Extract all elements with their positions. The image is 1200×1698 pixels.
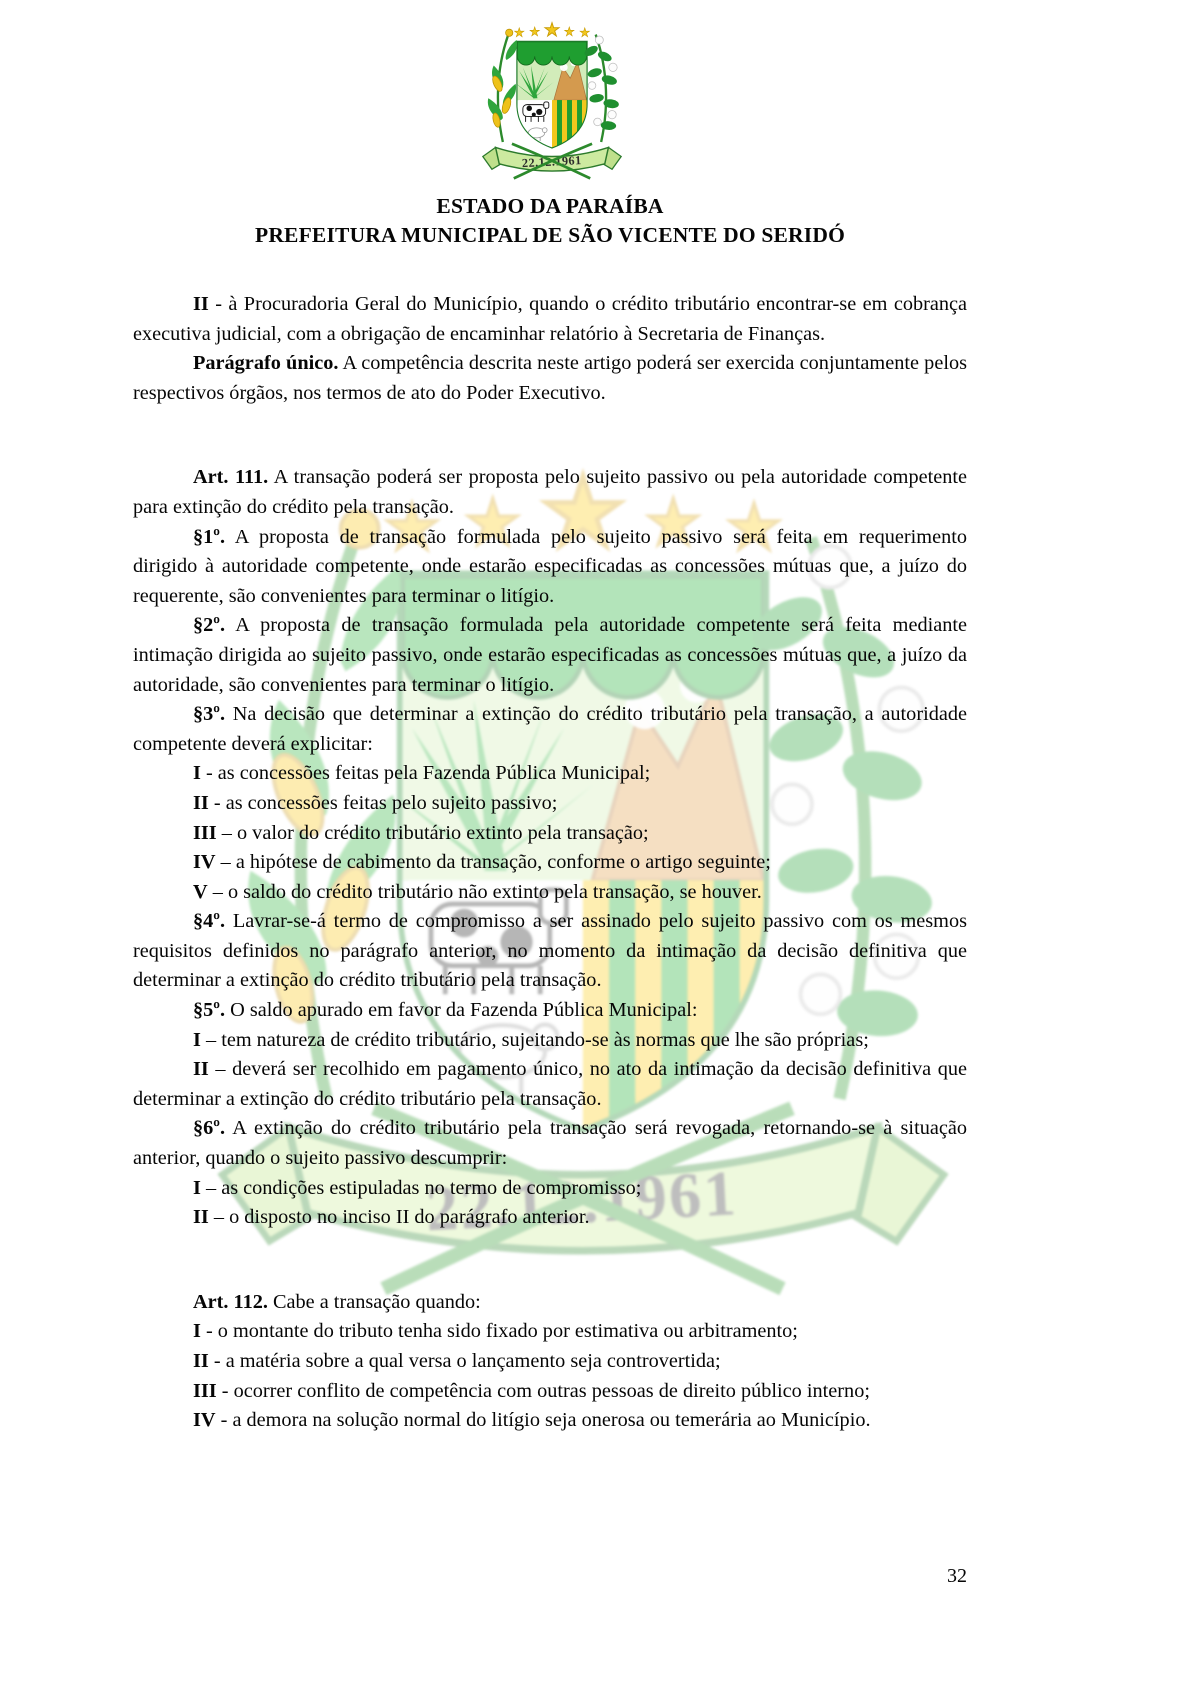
paragraph-lead: III [193,821,217,844]
paragraph [133,819,967,849]
paragraph [133,700,967,759]
letterhead [133,192,967,250]
page-number: 32 [947,1565,967,1587]
paragraph [133,523,967,612]
paragraph [133,290,967,349]
paragraph-text: - o montante do tributo tenha sido fixado por estimativa ou arbitramento; [200,1320,798,1343]
paragraph [133,789,967,819]
paragraph-lead: I [193,1028,201,1051]
paragraph [133,1203,967,1233]
paragraph-lead: II [193,1206,209,1229]
paragraph-text: - a demora na solução normal do litígio seja onerosa ou temerária ao Município. [215,1409,871,1432]
paragraph-text: – a hipótese de cabimento da transação, conforme o artigo seguinte; [215,851,771,874]
paragraph-text: - as concessões feitas pelo sujeito passivo; [208,791,558,814]
paragraph-text: – deverá ser recolhido em pagamento único, no ato da intimação da decisão definitiva que determinar a extinção do crédito tributário pela transação. [133,1058,967,1110]
paragraph-lead: Art. 111. [193,466,269,489]
paragraph [133,1174,967,1204]
paragraph-text: – as condições estipuladas no termo de compromisso; [200,1176,642,1199]
paragraph-lead: §1º. [193,525,226,548]
paragraph-lead: §3º. [193,703,226,726]
paragraph-lead: V [193,880,208,903]
paragraph-text: – o saldo do crédito tributário não extinto pela transação, se houver. [207,880,762,903]
paragraph-text: Lavrar-se-á termo de compromisso a ser assinado pelo sujeito passivo com os mesmos requisitos definidos no parágrafo anterior, no momento da intimação da decisão definitiva que determinar a extinção do crédito tributário pela transação. [133,910,967,992]
paragraph [133,1406,967,1436]
paragraph-lead: §2º. [193,614,226,637]
paragraph [133,1288,967,1318]
paragraph-lead: I [193,1176,201,1199]
paragraph-text: A extinção do crédito tributário pela transação será revogada, retornando-se à situação anterior, quando o sujeito passivo descumprir: [133,1117,967,1170]
paragraph [133,1026,967,1056]
paragraph-lead: I [193,762,201,785]
paragraph-text: - à Procuradoria Geral do Município, quando o crédito tributário encontrar-se em cobrança executiva judicial, com a obrigação de encaminhar relatório à Secretaria de Finanças. [133,293,967,345]
paragraph-text: – o disposto no inciso II do parágrafo anterior. [208,1206,590,1229]
paragraph-lead: IV [193,1409,216,1432]
paragraph-lead: §5º. [193,999,226,1022]
paragraph [133,907,967,996]
paragraph [133,611,967,700]
paragraph [133,1377,967,1407]
paragraph [133,878,967,908]
paragraph-lead: §6º. [193,1117,226,1140]
paragraph [133,759,967,789]
paragraph-lead: IV [193,851,216,874]
paragraph-text: - a matéria sobre a qual versa o lançamento seja controvertida; [208,1350,721,1372]
paragraph [133,463,967,522]
state-title: ESTADO DA PARAÍBA [436,194,664,218]
paragraph-lead: Art. 112. [193,1290,268,1313]
paragraph-lead: Parágrafo único. [193,352,339,375]
paragraph [133,1055,967,1114]
paragraph-lead: II [193,1350,209,1372]
paragraph-text: A proposta de transação formulada pela autoridade competente será feita mediante intimação dirigida ao sujeito passivo, onde estarão especificadas as concessões mútuas que, a juízo da autoridade, são convenientes para terminar o litígio. [133,614,967,696]
paragraph-text: A transação poderá ser proposta pelo sujeito passivo ou pela autoridade competente para extinção do crédito pela transação. [133,466,968,518]
paragraph-text: A competência descrita neste artigo poderá ser exercida conjuntamente pelos respectivos órgãos, nos termos de ato do Poder Executivo. [133,352,967,404]
coat-of-arms [460,20,644,182]
paragraph-lead: III [193,1379,217,1402]
paragraph-text: - as concessões feitas pela Fazenda Pública Municipal; [200,762,651,785]
paragraph [133,1114,967,1173]
paragraph-lead: I [193,1320,201,1343]
paragraph [133,1317,967,1347]
paragraph [133,349,967,408]
paragraph-text: A proposta de transação formulada pelo sujeito passivo será feita em requerimento dirigido à autoridade competente, onde estarão especificadas as concessões mútuas que, a juízo do requerente, são convenientes para terminar o litígio. [133,525,967,607]
paragraph [133,848,967,878]
paragraph-text: O saldo apurado em favor da Fazenda Pública Municipal: [225,999,698,1022]
paragraph-text: – o valor do crédito tributário extinto pela transação; [216,821,649,844]
paragraph [133,1347,967,1377]
municipality-title: PREFEITURA MUNICIPAL DE SÃO VICENTE DO SERIDÓ [255,223,845,247]
paragraph-lead: II [193,1058,209,1081]
paragraph-text: – tem natureza de crédito tributário, sujeitando-se às normas que lhe são próprias; [200,1028,869,1051]
paragraph-lead: §4º. [193,910,226,933]
paragraph-text: Cabe a transação quando: [267,1290,481,1313]
document-body [133,290,967,1436]
paragraph-text: Na decisão que determinar a extinção do crédito tributário pela transação, a autoridade competente deverá explicitar: [133,703,967,755]
paragraph-lead: II [193,293,209,315]
paragraph-text: - ocorrer conflito de competência com outras pessoas de direito público interno; [216,1379,870,1402]
paragraph [133,996,967,1026]
paragraph-lead: II [193,791,209,814]
